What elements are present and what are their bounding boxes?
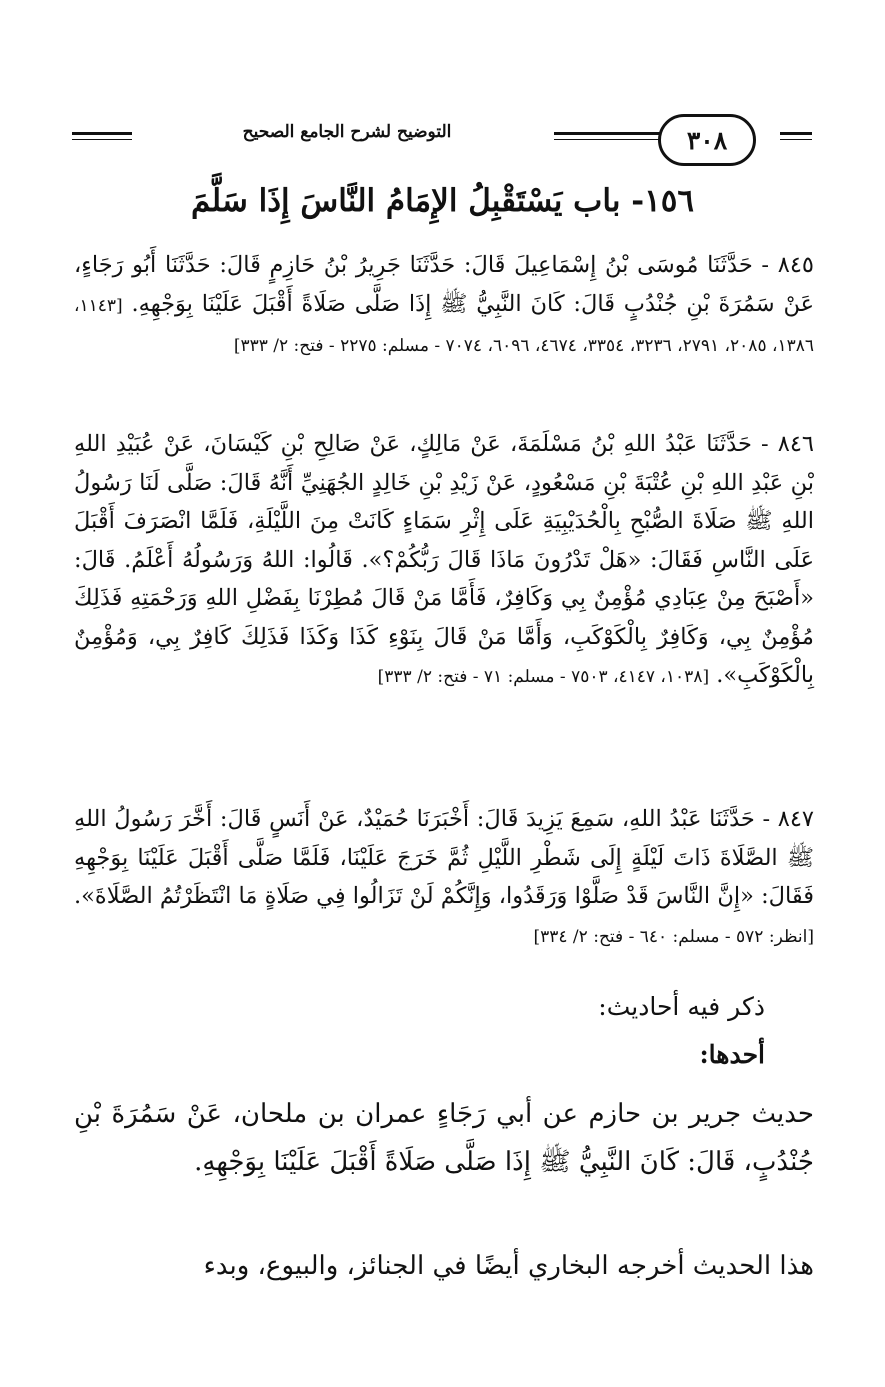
commentary-intro: ذكر فيه أحاديث: (598, 992, 765, 1021)
hadith-847 (74, 800, 814, 956)
commentary-first-label: أحدها: (699, 1040, 765, 1069)
hadith-846-text: ٨٤٦ - حَدَّثَنَا عَبْدُ اللهِ بْنُ مَسْلَمَةَ، عَنْ مَالِكٍ، عَنْ صَالِحِ بْنِ كَيْسَانَ، عَنْ عُبَيْدِ اللهِ بْنِ عَبْدِ اللهِ بْنِ عُتْبَةَ بْنِ مَسْعُودٍ، عَنْ زَيْدِ بْنِ خَالِدٍ الجُهَنِيِّ أَنَّهُ قَالَ: صَلَّى لَنَا رَسُولُ اللهِ ﷺ صَلَاةَ الصُّبْحِ بِالْحُدَيْبِيَةِ عَلَى إِثْرِ سَمَاءٍ كَانَتْ مِنَ اللَّيْلَةِ، فَلَمَّا انْصَرَفَ أَقْبَلَ عَلَى النَّاسِ فَقَالَ: «هَلْ تَدْرُونَ مَاذَا قَالَ رَبُّكُمْ؟». قَالُوا: اللهُ وَرَسُولُهُ أَعْلَمُ. قَالَ: «أَصْبَحَ مِنْ عِبَادِي مُؤْمِنٌ بِي وَكَافِرٌ، فَأَمَّا مَنْ قَالَ مُطِرْنَا بِفَضْلِ اللهِ وَرَحْمَتِهِ فَذَلِكَ مُؤْمِنٌ بِي، وَكَافِرٌ بِالْكَوْكَبِ، وَأَمَّا مَنْ قَالَ بِنَوْءِ كَذَا وَكَذَا فَذَلِكَ كَافِرٌ بِي، وَمُؤْمِنٌ بِالْكَوْكَبِ». (74, 431, 814, 688)
page-header (72, 112, 812, 168)
header-rule-right-thin (780, 139, 812, 140)
header-rule-right (780, 132, 812, 135)
page-number-badge (658, 114, 756, 166)
page-number: ٣٠٨ (686, 125, 728, 155)
commentary-paragraph-2: هذا الحديث أخرجه البخاري أيضًا في الجنائز، والبيوع، وبدء (203, 1251, 814, 1281)
hadith-847-text: ٨٤٧ - حَدَّثَنَا عَبْدُ اللهِ، سَمِعَ يَزِيدَ قَالَ: أَخْبَرَنَا حُمَيْدٌ، عَنْ أَنَسٍ قَالَ: أَخَّرَ رَسُولُ اللهِ ﷺ الصَّلَاةَ ذَاتَ لَيْلَةٍ إِلَى شَطْرِ اللَّيْلِ ثُمَّ خَرَجَ عَلَيْنَا، فَلَمَّا صَلَّى أَقْبَلَ عَلَيْنَا بِوَجْهِهِ فَقَالَ: «إِنَّ النَّاسَ قَدْ صَلَّوْا وَرَقَدُوا، وَإِنَّكُمْ لَنْ تَزَالُوا فِي صَلَاةٍ مَا انْتَظَرْتُمُ الصَّلَاةَ». (74, 806, 814, 909)
header-rule-left (72, 132, 132, 135)
hadith-847-ref: [انظر: ٥٧٢ - مسلم: ٦٤٠ - فتح: ٢/ ٣٣٤] (533, 926, 814, 947)
hadith-845-text: ٨٤٥ - حَدَّثَنَا مُوسَى بْنُ إِسْمَاعِيلَ قَالَ: حَدَّثَنَا جَرِيرُ بْنُ حَازِمٍ قَالَ: حَدَّثَنَا أَبُو رَجَاءٍ، عَنْ سَمُرَةَ بْنِ جُنْدُبٍ قَالَ: كَانَ النَّبِيُّ ﷺ إِذَا صَلَّى صَلَاةً أَقْبَلَ عَلَيْنَا بِوَجْهِهِ. (74, 252, 814, 317)
hadith-845 (74, 246, 814, 366)
running-title: التوضيح لشرح الجامع الصحيح (242, 122, 452, 142)
commentary-paragraph-1: حديث جرير بن حازم عن أبي رَجَاءٍ عمران بن ملحان، عَنْ سَمُرَةَ بْنِ جُنْدُبٍ، قَالَ: كَانَ النَّبِيُّ ﷺ إِذَا صَلَّى صَلَاةً أَقْبَلَ عَلَيْنَا بِوَجْهِهِ. (74, 1099, 814, 1177)
hadith-846 (74, 425, 814, 697)
chapter-heading: ١٥٦- باب يَسْتَقْبِلُ الإِمَامُ النَّاسَ إِذَا سَلَّمَ (190, 183, 695, 219)
header-rule-left-thin (72, 139, 132, 140)
hadith-846-ref: [١٠٣٨، ٤١٤٧، ٧٥٠٣ - مسلم: ٧١ - فتح: ٢/ ٣٣٣] (377, 667, 710, 687)
hadith-845-ref: [١١٤٣، ١٣٨٦، ٢٠٨٥، ٢٧٩١، ٣٢٣٦، ٣٣٥٤، ٤٦٧٤، ٦٠٩٦، ٧٠٧٤ - مسلم: ٢٢٧٥ - فتح: ٢/ ٣٣٣] (74, 295, 814, 356)
